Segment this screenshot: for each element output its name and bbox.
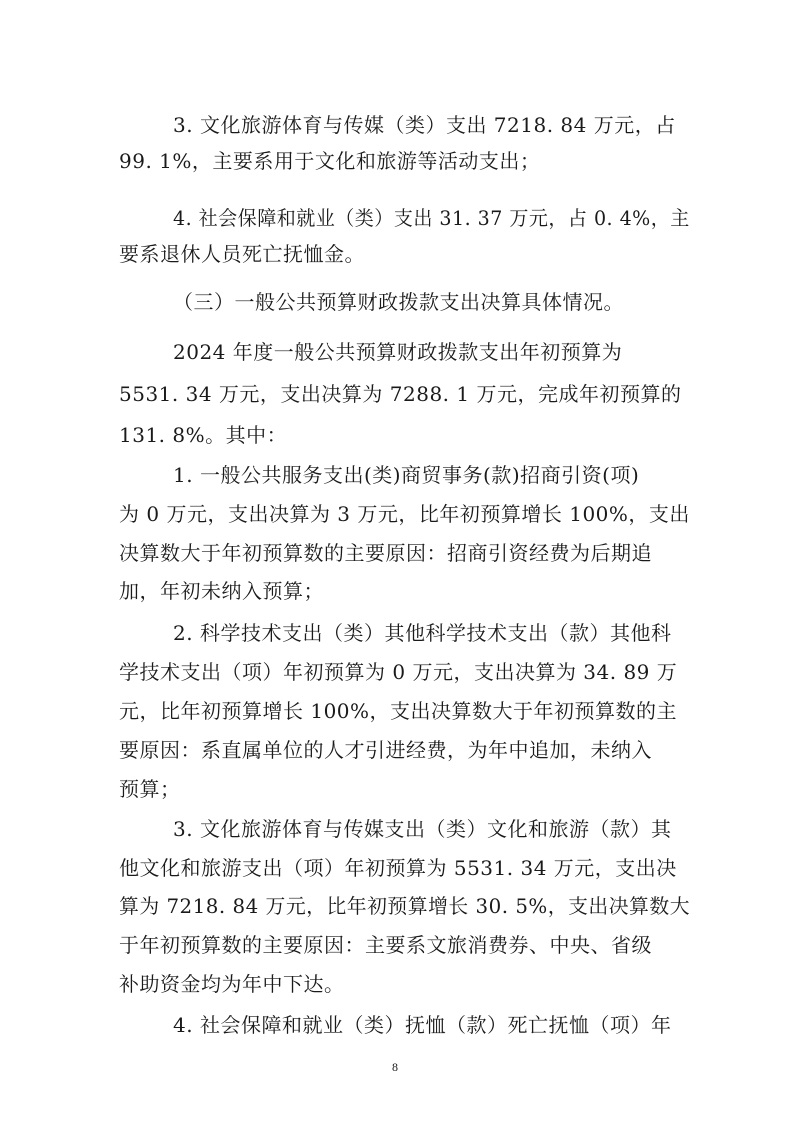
text-line: 2024 年度一般公共预算财政拨款支出年初预算为 — [173, 340, 623, 364]
text-line: 要原因：系直属单位的人才引进经费，为年中追加，未纳入 — [119, 738, 652, 762]
text-line: 3. 文化旅游体育与传媒（类）支出 7218. 84 万元，占 — [173, 113, 676, 137]
text-line: 决算数大于年初预算数的主要原因：招商引资经费为后期追 — [119, 541, 652, 565]
text-line: 加，年初未纳入预算； — [119, 579, 324, 603]
text-line: 3. 文化旅游体育与传媒支出（类）文化和旅游（款）其 — [173, 817, 672, 841]
text-line: 于年初预算数的主要原因：主要系文旅消费券、中央、省级 — [119, 933, 652, 957]
text-line: 算为 7218. 84 万元，比年初预算增长 30. 5%，支出决算数大 — [119, 894, 691, 918]
page-number: 8 — [392, 1060, 398, 1074]
text-line: 1. 一般公共服务支出(类)商贸事务(款)招商引资(项) — [173, 463, 640, 487]
text-line: 99. 1%，主要系用于文化和旅游等活动支出； — [119, 149, 541, 173]
text-line: 元，比年初预算增长 100%，支出决算数大于年初预算数的主 — [119, 699, 678, 723]
text-line: 为 0 万元，支出决算为 3 万元，比年初预算增长 100%，支出 — [119, 502, 690, 526]
text-line: 补助资金均为年中下达。 — [119, 972, 345, 996]
text-line: 预算； — [119, 777, 181, 801]
text-line: 他文化和旅游支出（项）年初预算为 5531. 34 万元，支出决 — [119, 856, 677, 880]
text-line: 要系退休人员死亡抚恤金。 — [119, 242, 365, 266]
text-line: 4. 社会保障和就业（类）支出 31. 37 万元，占 0. 4%，主 — [173, 206, 690, 230]
text-line: 学技术支出（项）年初预算为 0 万元，支出决算为 34. 89 万 — [119, 660, 678, 684]
text-line: 131. 8%。其中： — [119, 423, 288, 447]
text-line: 2. 科学技术支出（类）其他科学技术支出（款）其他科 — [173, 621, 672, 645]
text-line: 4. 社会保障和就业（类）抚恤（款）死亡抚恤（项）年 — [173, 1013, 672, 1037]
text-line: 5531. 34 万元，支出决算为 7288. 1 万元，完成年初预算的 — [119, 382, 682, 406]
section-heading: （三）一般公共预算财政拨款支出决算具体情况。 — [173, 290, 624, 314]
